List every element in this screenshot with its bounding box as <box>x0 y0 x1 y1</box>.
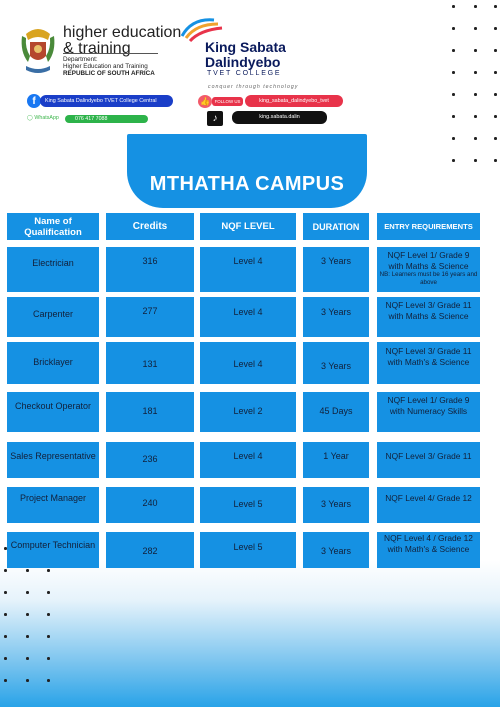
tiktok-icon[interactable]: ♪ <box>207 111 223 126</box>
cell-qualification: Sales Representative <box>7 442 99 478</box>
facebook-link[interactable]: King Sabata Dalindyebo TVET College Central <box>40 95 173 107</box>
like-icon[interactable]: 👍 <box>198 95 212 108</box>
cell-nqf-level: Level 5 <box>200 532 296 568</box>
dhet-title: higher education & training <box>63 24 182 57</box>
cell-entry-requirements: NQF Level 1/ Grade 9 with Maths & Science NB: Learners must be 16 years and above <box>377 247 480 292</box>
cell-nqf-level: Level 4 <box>200 342 296 384</box>
whatsapp-label: ◯ WhatsApp <box>27 115 59 121</box>
instagram-link[interactable]: king_sabata_dalindyebo_tvet <box>245 95 343 107</box>
campus-banner <box>127 134 367 208</box>
header-duration: DURATION <box>303 213 369 240</box>
college-subtitle: TVET COLLEGE <box>207 70 282 77</box>
cell-qualification: Checkout Operator <box>7 392 99 432</box>
cell-duration: 3 Years <box>303 247 369 292</box>
header-nqf-level: NQF LEVEL <box>200 213 296 240</box>
cell-entry-requirements: NQF Level 3/ Grade 11 <box>377 442 480 478</box>
cell-credits: 236 <box>106 442 194 478</box>
cell-nqf-level: Level 2 <box>200 392 296 432</box>
cell-credits: 131 <box>106 342 194 384</box>
cell-entry-requirements: NQF Level 3/ Grade 11 with Math's & Science <box>377 342 480 384</box>
cell-credits: 316 <box>106 247 194 292</box>
cell-duration: 45 Days <box>303 392 369 432</box>
cell-qualification: Electrician <box>7 247 99 292</box>
campus-title: MTHATHA CAMPUS <box>149 173 345 195</box>
cell-qualification: Carpenter <box>7 297 99 337</box>
cell-duration: 3 Years <box>303 532 369 568</box>
dhet-department: Department: Higher Education and Training REPUBLIC OF SOUTH AFRICA <box>63 56 155 78</box>
college-slogan: conquer through technology <box>208 84 299 90</box>
cell-entry-requirements: NQF Level 4 / Grade 12 with Math's & Science <box>377 532 480 568</box>
tiktok-link[interactable]: king.sabata.dalin <box>232 111 327 124</box>
coat-of-arms-icon <box>18 26 58 78</box>
header-entry-requirements: ENTRY REQUIREMENTS <box>377 213 480 240</box>
header-credits: Credits <box>106 213 194 240</box>
header-qualification: Name of Qualification <box>7 213 99 240</box>
cell-credits: 277 <box>106 297 194 337</box>
whatsapp-number[interactable]: 076 417 7088 <box>65 115 148 123</box>
college-name: King Sabata Dalindyebo <box>205 39 286 70</box>
cell-duration: 3 Years <box>303 342 369 384</box>
facebook-icon[interactable]: f <box>27 94 41 108</box>
cell-credits: 282 <box>106 532 194 568</box>
follow-us-badge[interactable]: FOLLOW US <box>212 97 243 106</box>
entry-note: NB: Learners must be 16 years and above <box>379 271 478 286</box>
cell-nqf-level: Level 5 <box>200 487 296 523</box>
cell-entry-requirements: NQF Level 1/ Grade 9 with Numeracy Skills <box>377 392 480 432</box>
cell-duration: 3 Years <box>303 297 369 337</box>
cell-qualification: Project Manager <box>7 487 99 523</box>
cell-nqf-level: Level 4 <box>200 297 296 337</box>
cell-credits: 181 <box>106 392 194 432</box>
divider <box>63 53 158 54</box>
cell-qualification: Computer Technician <box>7 532 99 568</box>
cell-duration: 3 Years <box>303 487 369 523</box>
cell-entry-requirements: NQF Level 4/ Grade 12 <box>377 487 480 523</box>
cell-nqf-level: Level 4 <box>200 247 296 292</box>
cell-duration: 1 Year <box>303 442 369 478</box>
cell-qualification: Bricklayer <box>7 342 99 384</box>
cell-entry-requirements: NQF Level 3/ Grade 11 with Maths & Science <box>377 297 480 337</box>
cell-nqf-level: Level 4 <box>200 442 296 478</box>
cell-credits: 240 <box>106 487 194 523</box>
